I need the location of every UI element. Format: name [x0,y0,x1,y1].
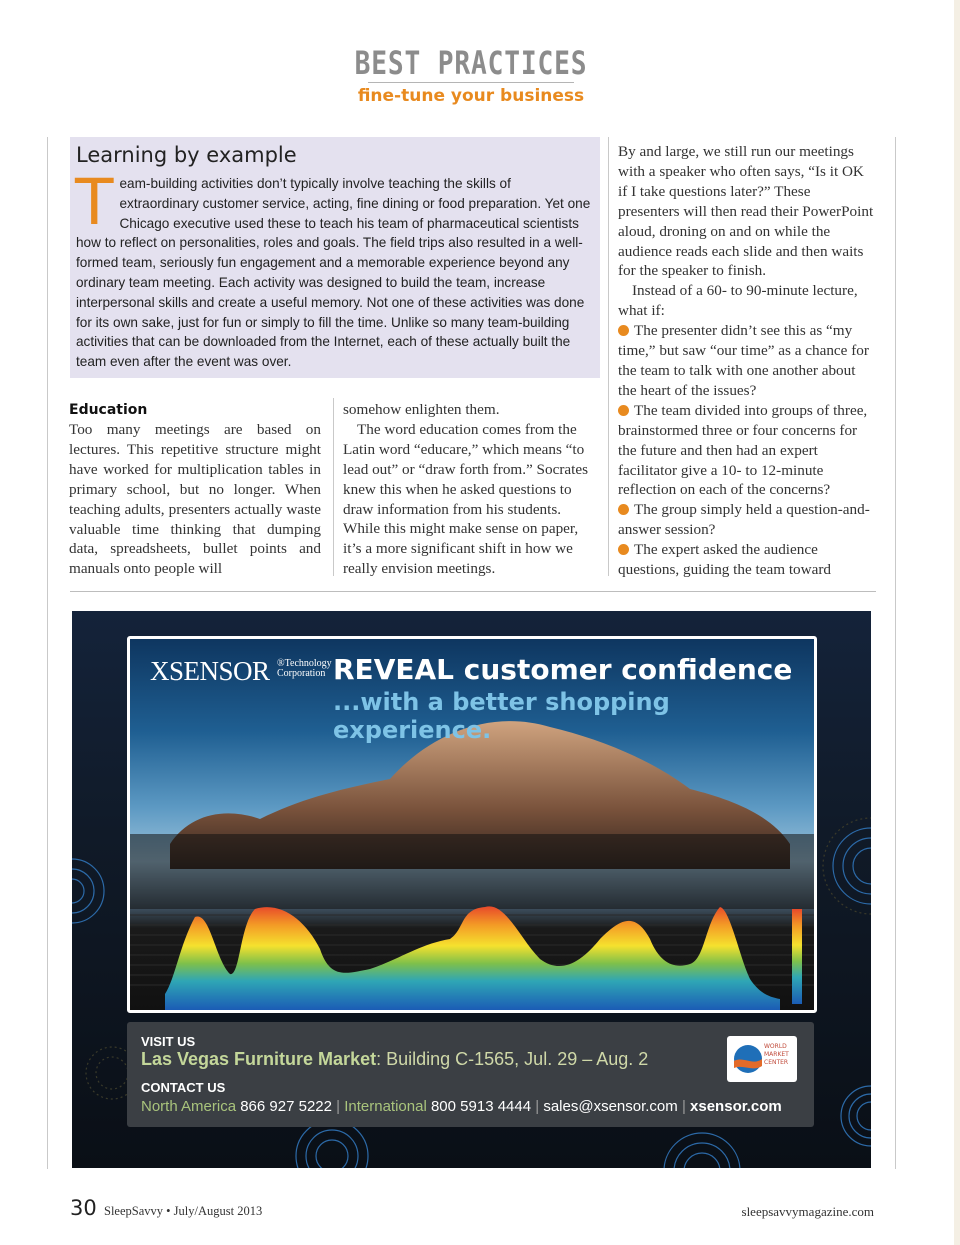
intl-phone[interactable]: 800 5913 4444 [430,1098,532,1115]
contact-line: North America 866 927 5222 | International 800 5913 4444 | sales@xsensor.com | xsensor.com [141,1098,782,1115]
globe-icon [731,1042,765,1076]
article-column-3 [618,142,875,580]
bullet-item: The team divided into groups of three, brainstormed three or four concerns for the future and then had an expert facilitator give a 10- to 12-minute reflection on each of the concerns? [618,401,868,499]
drop-cap: T [75,166,114,239]
xsensor-logo: XSENSOR [150,656,270,686]
column-divider-2 [608,137,609,576]
column-1-text: Too many meetings are based on lectures. This repetitive structure might have worked for multiplication tables in primary school, but no longer. When teaching adults, presenters actually waste valuable time thinking that dumping data, spreadsheets, bullet points and manuals onto people will [69,421,321,578]
bullet-item: The expert asked the audience questions, guiding the team toward [618,541,832,579]
column-divider-1 [333,398,334,576]
column-2-paragraph-2: The word education comes from the Latin word “educare,” which means “to lead out” or “draw forth from.” Socrates knew this when he asked questions to draw information from his students. While this might make sense on paper, it’s a more significant shift in how we really envision meetings. [343,420,589,578]
xsensor-advertisement[interactable] [72,611,871,1168]
magazine-url[interactable]: sleepsavvymagazine.com [741,1204,874,1219]
bullet-dot-icon [618,405,629,416]
website-link[interactable]: xsensor.com [690,1098,782,1115]
section-subtitle: fine-tune your business [357,86,585,106]
visit-us-label: VISIT US [141,1034,196,1049]
na-phone[interactable]: 866 927 5222 [240,1098,332,1115]
ad-contact-panel [127,1022,814,1127]
column-2-paragraph-1: somehow enlighten them. [343,401,500,418]
ad-headline: REVEAL customer confidence [333,653,793,686]
left-margin-rule [47,137,48,1169]
sidebar-text: eam-building activities don’t typically involve teaching the skills of extraordinary customer service, acting, fine dining or food preparation. Yet one Chicago executive used these to teach his team of pharmaceutical scientists how to reflect on personalities, roles and goals. The field trips also resulted in a well-formed team, seriously fun engagement and a memorable experience beyond any ordinary team meeting. Each activity was designed to build the team, increase interpersonal skills and create a useful memory. Not one of these activities was done for its own sake, just for fun or simply to fill the time. Unlike so many team-building activities that can be downloaded from the Internet, each of these actually built the team even after the event was over. [76,176,591,370]
article-column-1 [69,400,321,579]
wmc-text: WORLD MARKET CENTER [764,1043,789,1066]
article-column-2 [343,400,599,579]
ad-image-frame [127,636,817,1013]
column-3-paragraph-1: By and large, we still run our meetings with a speaker who often says, “Is it OK if I take questions later?” These presenters will then read their PowerPoint aloud, droning on and on while the audience reads each slide and then waits for the speaker to finish. [618,143,874,280]
education-heading: Education [69,402,148,418]
bullet-item: The presenter didn’t see this as “my time,” but saw “our time” as a chance for the team to talk with one another about the heart of the issues? [618,322,869,399]
right-margin-rule [895,137,896,1169]
market-info: Las Vegas Furniture Market: Building C-1565, Jul. 29 – Aug. 2 [141,1049,649,1069]
page-number: 30 [70,1196,97,1220]
bullet-dot-icon [618,504,629,515]
ad-subheadline: ...with a better shopping experience. [333,688,670,744]
sidebar-box [70,137,600,378]
bullet-item: The group simply held a question-and-answer session? [618,501,870,539]
sidebar-body [75,166,592,372]
email-link[interactable]: sales@xsensor.com [543,1098,678,1115]
title-rule [368,82,574,83]
sidebar-title: Learning by example [76,143,297,167]
section-title: BEST PRACTICES [354,44,588,82]
magazine-issue: SleepSavvy • July/August 2013 [104,1204,263,1218]
world-market-center-logo [727,1036,797,1082]
page-edge [954,0,960,1245]
bullet-dot-icon [618,325,629,336]
article-bottom-rule [70,591,876,592]
xsensor-logo-suffix: ®Technology Corporation [277,658,332,679]
column-3-paragraph-2: Instead of a 60- to 90-minute lecture, what if: [618,282,858,320]
bullet-dot-icon [618,544,629,555]
contact-us-label: CONTACT US [141,1080,226,1095]
